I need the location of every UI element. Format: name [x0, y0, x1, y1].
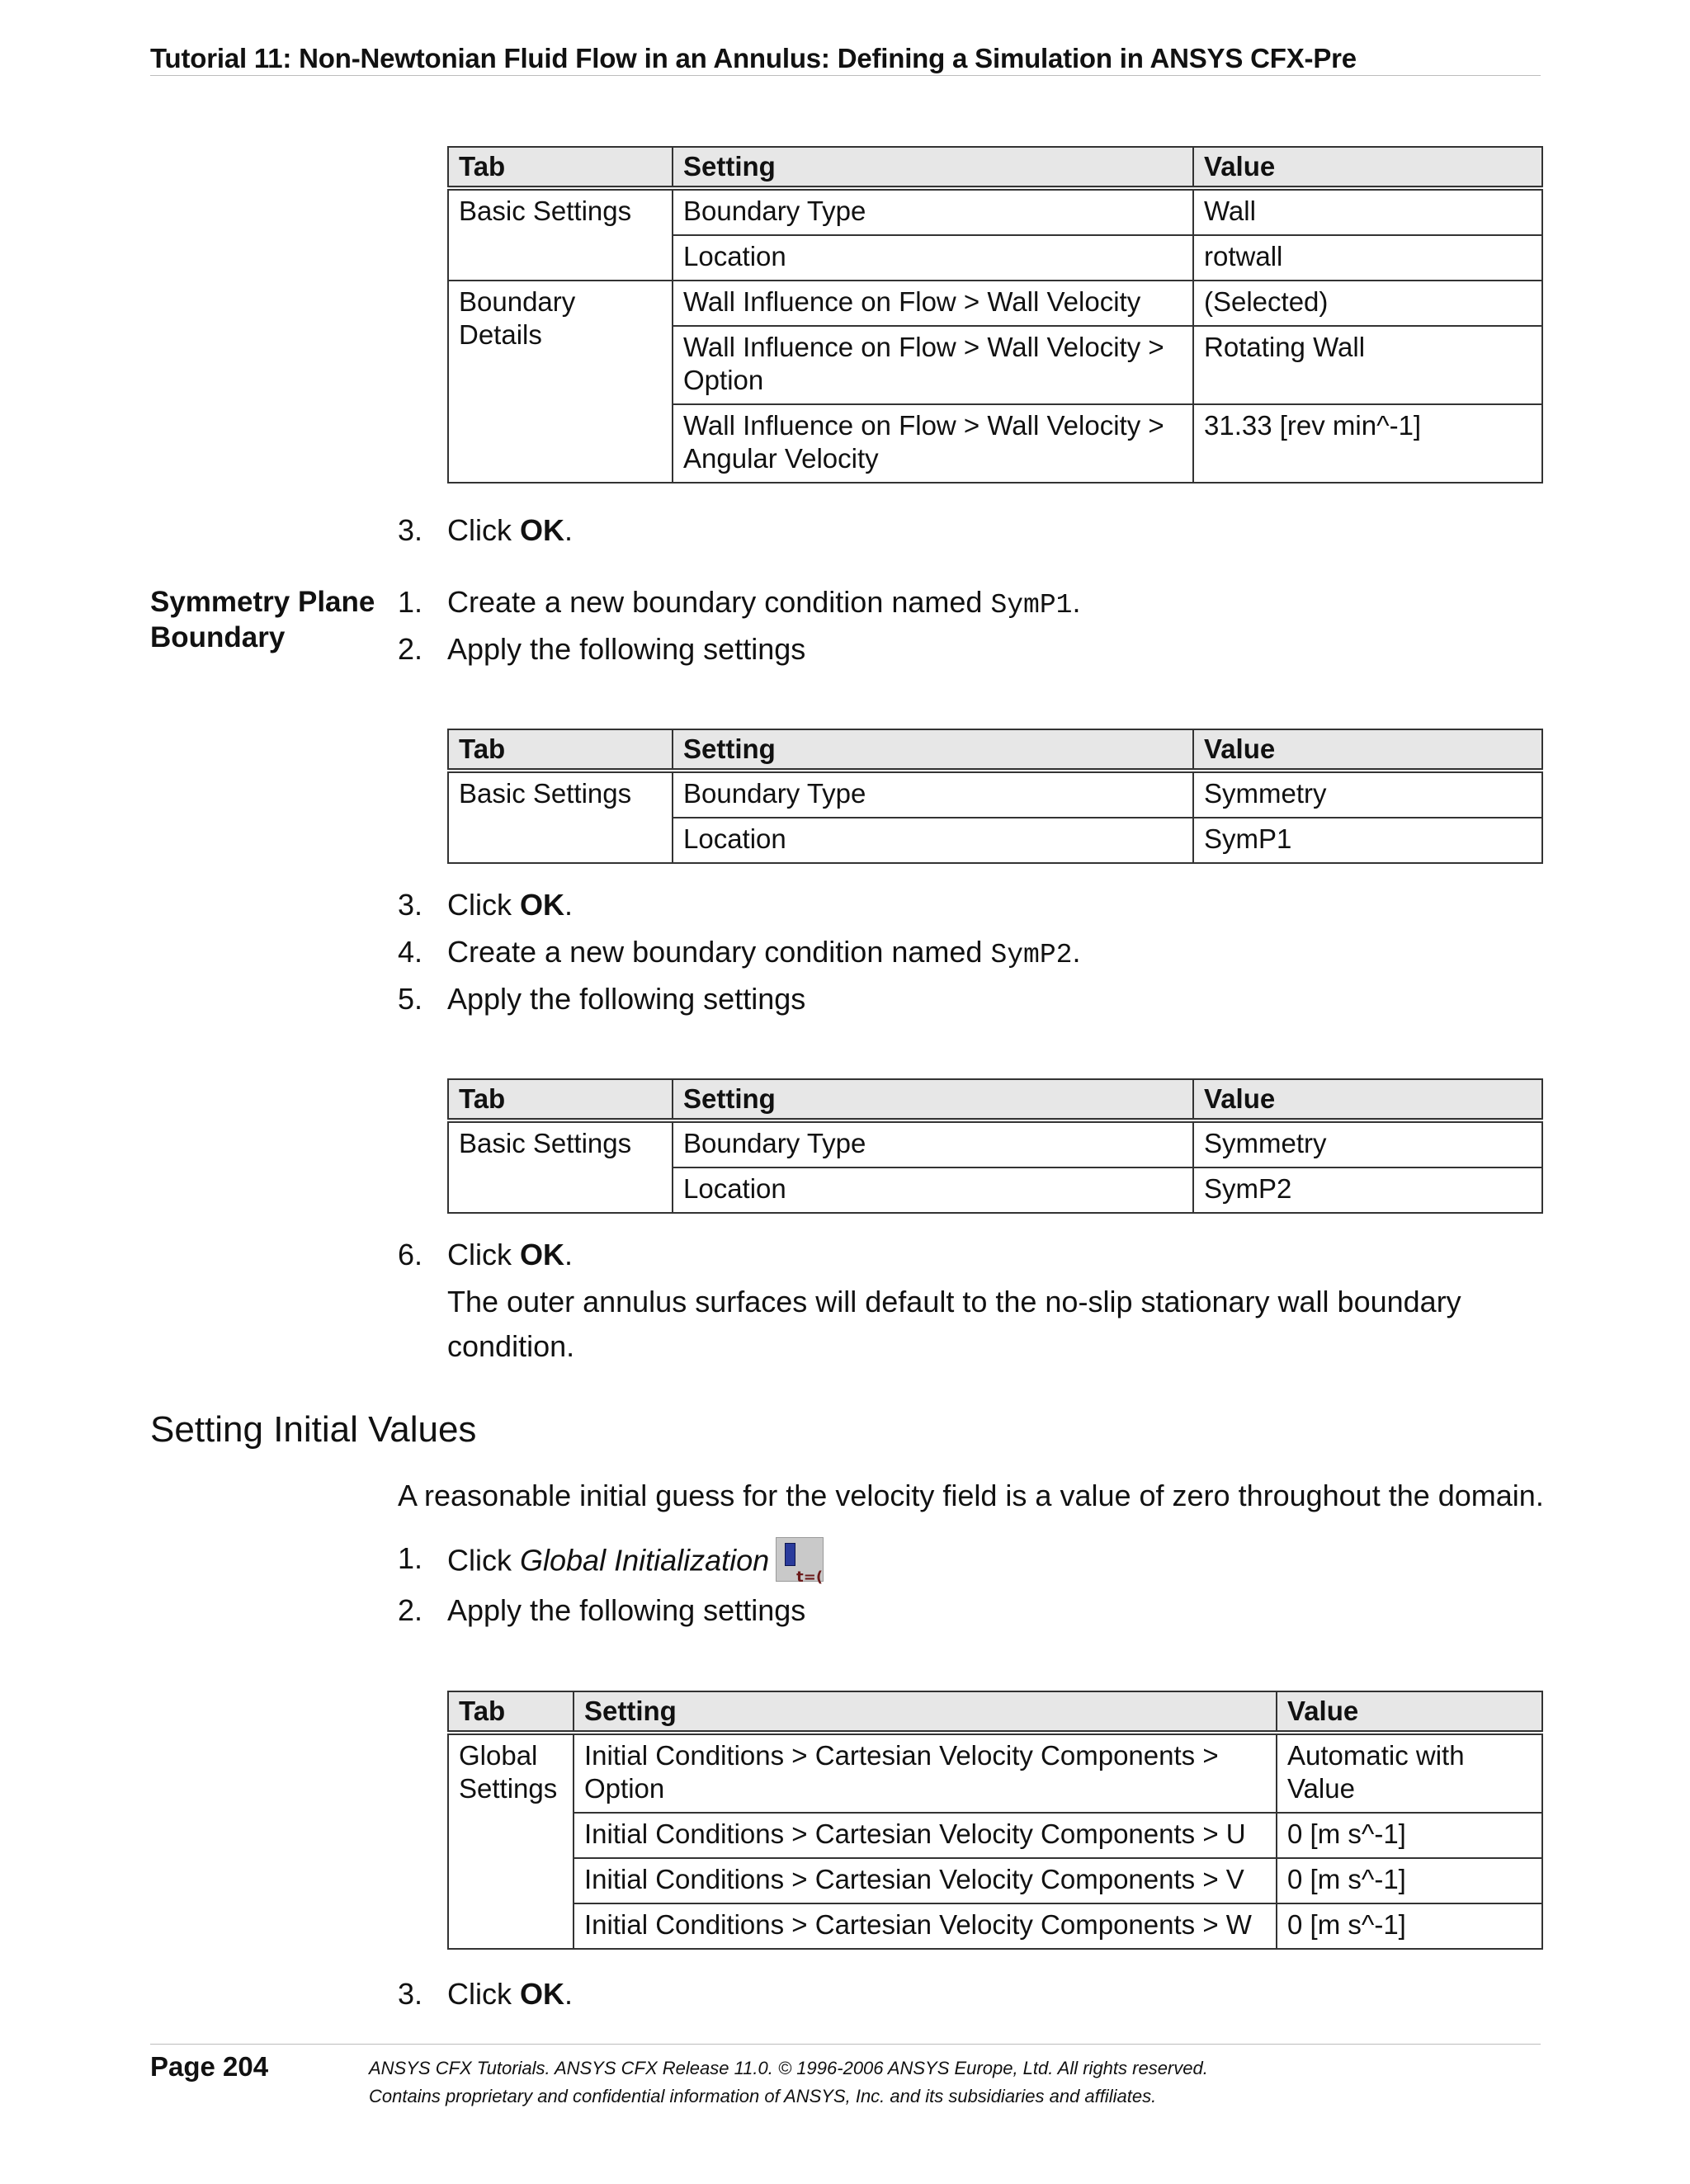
tab-cell: Basic Settings [448, 1120, 673, 1213]
column-header-value: Value [1277, 1691, 1542, 1733]
step-click-ok: Click OK. [447, 513, 574, 547]
value-cell: (Selected) [1193, 281, 1542, 326]
column-header-value: Value [1193, 1079, 1542, 1120]
step-number: 2. [398, 1593, 423, 1627]
symp1-settings-table [447, 729, 1543, 864]
table-row [448, 188, 1542, 235]
step-number: 4. [398, 935, 423, 969]
section-heading: Setting Initial Values [150, 1409, 477, 1450]
code-symp2: SymP2 [990, 940, 1073, 970]
column-header-setting: Setting [673, 147, 1193, 188]
ok-label: OK [520, 888, 564, 922]
table-row [448, 771, 1542, 818]
column-header-setting: Setting [574, 1691, 1277, 1733]
column-header-setting: Setting [673, 1079, 1193, 1120]
table-row [448, 1813, 1542, 1858]
table-header-row [448, 729, 1542, 771]
step-note: The outer annulus surfaces will default to the no-slip stationary wall boundary [447, 1285, 1461, 1318]
step-number: 6. [398, 1238, 423, 1271]
ok-label: OK [520, 1977, 564, 2011]
tab-cell: Basic Settings [448, 188, 673, 281]
icon-bar [785, 1543, 795, 1566]
ok-label: OK [520, 1238, 564, 1271]
side-heading-symmetry-2: Boundary [150, 621, 286, 653]
global-initialization-label: Global Initialization [520, 1543, 770, 1578]
column-header-value: Value [1193, 147, 1542, 188]
value-cell: Rotating Wall [1193, 326, 1542, 404]
setting-cell: Wall Influence on Flow > Wall Velocity > Angular Velocity [673, 404, 1193, 483]
footer-confidential: Contains proprietary and confidential information of ANSYS, Inc. and its subsidiaries and affiliates. [369, 2086, 1157, 2106]
step-number: 1. [398, 585, 423, 619]
setting-cell: Wall Influence on Flow > Wall Velocity [673, 281, 1193, 326]
setting-cell: Initial Conditions > Cartesian Velocity Components > W [574, 1903, 1277, 1949]
step-number: 3. [398, 888, 423, 922]
column-header-tab: Tab [448, 147, 673, 188]
page-number: Page 204 [150, 2051, 269, 2082]
step-click-ok: Click OK. [447, 1977, 574, 2011]
global-initialization-icon[interactable] [776, 1537, 824, 1586]
footer-copyright: ANSYS CFX Tutorials. ANSYS CFX Release 11.0. © 1996-2006 ANSYS Europe, Ltd. All rights reserved. [369, 2058, 1208, 2078]
table-row [448, 281, 1542, 326]
value-cell: 31.33 [rev min^-1] [1193, 404, 1542, 483]
table-row [448, 1120, 1542, 1167]
step-apply-settings: Apply the following settings [447, 982, 806, 1016]
footer-divider [150, 2044, 1541, 2045]
table-row [448, 1858, 1542, 1903]
column-header-value: Value [1193, 729, 1542, 771]
step-number: 3. [398, 1977, 423, 2011]
step-create-symp2: Create a new boundary condition named SymP2. [447, 935, 1081, 970]
table-row [448, 1733, 1542, 1813]
side-heading-symmetry: Symmetry Plane [150, 586, 375, 618]
setting-cell: Boundary Type [673, 188, 1193, 235]
step-number: 3. [398, 513, 423, 547]
column-header-tab: Tab [448, 1691, 574, 1733]
column-header-tab: Tab [448, 1079, 673, 1120]
ok-label: OK [520, 513, 564, 547]
step-number: 2. [398, 632, 423, 666]
column-header-setting: Setting [673, 729, 1193, 771]
tab-cell: Global Settings [448, 1733, 574, 1949]
value-cell: SymP2 [1193, 1167, 1542, 1213]
step-note-continued: condition. [447, 1329, 575, 1363]
tab-cell: Boundary Details [448, 281, 673, 483]
step-click-ok: Click OK. [447, 1238, 574, 1271]
tab-cell: Basic Settings [448, 771, 673, 863]
step-number: 1. [398, 1541, 423, 1575]
value-cell: 0 [m s^-1] [1277, 1813, 1542, 1858]
setting-cell: Location [673, 1167, 1193, 1213]
setting-cell: Location [673, 235, 1193, 281]
table-row [448, 1903, 1542, 1949]
setting-cell: Location [673, 818, 1193, 863]
rotwall-settings-table [447, 146, 1543, 483]
step-apply-settings: Apply the following settings [447, 632, 806, 666]
icon-label: t=( [796, 1568, 824, 1586]
step-number: 5. [398, 982, 423, 1016]
symp2-settings-table [447, 1078, 1543, 1214]
setting-cell: Initial Conditions > Cartesian Velocity Components > Option [574, 1733, 1277, 1813]
initialization-settings-table [447, 1691, 1543, 1950]
value-cell: 0 [m s^-1] [1277, 1858, 1542, 1903]
setting-cell: Boundary Type [673, 1120, 1193, 1167]
setting-cell: Wall Influence on Flow > Wall Velocity > Option [673, 326, 1193, 404]
value-cell: rotwall [1193, 235, 1542, 281]
table-header-row [448, 147, 1542, 188]
table-header-row [448, 1079, 1542, 1120]
step-create-symp1: Create a new boundary condition named SymP1. [447, 585, 1081, 620]
step-apply-settings: Apply the following settings [447, 1593, 806, 1627]
value-cell: Symmetry [1193, 771, 1542, 818]
setting-cell: Initial Conditions > Cartesian Velocity Components > U [574, 1813, 1277, 1858]
step-click-global-init: Click Global Initialization t=( [447, 1540, 824, 1585]
step-click-ok: Click OK. [447, 888, 574, 922]
value-cell: Wall [1193, 188, 1542, 235]
value-cell: SymP1 [1193, 818, 1542, 863]
setting-cell: Boundary Type [673, 771, 1193, 818]
section-intro: A reasonable initial guess for the velocity field is a value of zero throughout the domain. [398, 1479, 1544, 1512]
value-cell: Automatic with Value [1277, 1733, 1542, 1813]
column-header-tab: Tab [448, 729, 673, 771]
value-cell: 0 [m s^-1] [1277, 1903, 1542, 1949]
setting-cell: Initial Conditions > Cartesian Velocity Components > V [574, 1858, 1277, 1903]
table-header-row [448, 1691, 1542, 1733]
running-header: Tutorial 11: Non-Newtonian Fluid Flow in an Annulus: Defining a Simulation in ANSYS CFX-Pre [150, 43, 1357, 73]
code-symp1: SymP1 [990, 590, 1073, 620]
header-divider [150, 75, 1541, 76]
value-cell: Symmetry [1193, 1120, 1542, 1167]
